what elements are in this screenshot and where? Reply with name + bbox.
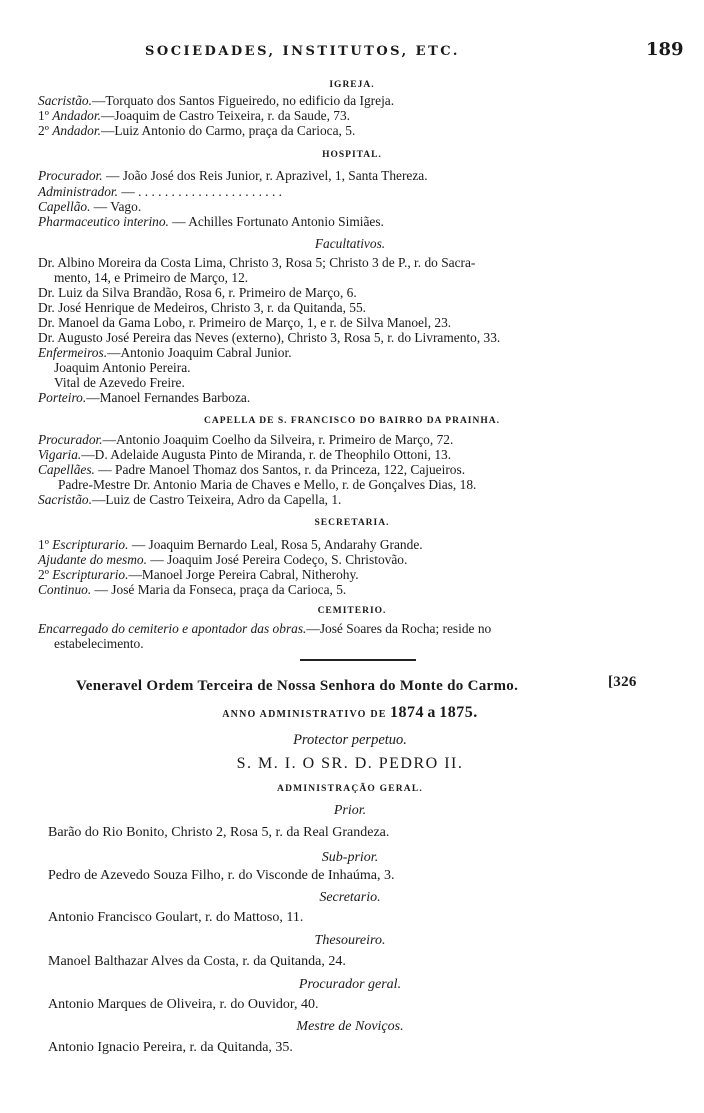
section-heading-cemiterio: CEMITERIO.: [317, 606, 387, 616]
capella-line: Padre-Mestre Dr. Antonio Maria de Chaves e Mello, r. de Gonçalves Dias, 18.: [58, 477, 477, 492]
officer-role: Secretario.: [319, 890, 381, 905]
secretaria-line: Ajudante do mesmo. — Joaquim José Pereira Codeço, S. Christovão.: [38, 552, 408, 567]
officer-name: Manoel Balthazar Alves da Costa, r. da Quitanda, 24.: [48, 954, 346, 969]
ordem-title: Veneravel Ordem Terceira de Nossa Senhora do Monte do Carmo.: [76, 678, 519, 694]
facultativo-line: Dr. Manoel da Gama Lobo, r. Primeiro de Março, 1, e r. de Silva Manoel, 23.: [38, 315, 452, 330]
secretaria-line: Continuo. — José Maria da Fonseca, praça da Carioca, 5.: [38, 582, 347, 597]
officer-role: Thesoureiro.: [314, 933, 386, 948]
capella-line: Capellães. — Padre Manoel Thomaz dos Santos, r. da Princeza, 122, Cajueiros.: [38, 462, 466, 477]
protector-name: S. M. I. O SR. D. PEDRO II.: [236, 755, 464, 772]
capella-line: Vigaria.—D. Adelaide Augusta Pinto de Miranda, r. de Theophilo Ottoni, 13.: [38, 447, 452, 462]
hospital-line: Pharmaceutico interino. — Achilles Fortunato Antonio Simiães.: [38, 214, 384, 229]
hospital-line: Administrador. — . . . . . . . . . . . . . . . . . . . . . .: [38, 184, 283, 199]
secretaria-line: 1º Escripturario. — Joaquim Bernardo Leal, Rosa 5, Andarahy Grande.: [38, 537, 423, 552]
page-number: 189: [646, 39, 684, 60]
anno-line: ANNO ADMINISTRATIVO DE 1874 a 1875.: [222, 704, 478, 721]
facultativo-line: Dr. Albino Moreira da Costa Lima, Christo 3, Rosa 5; Christo 3 de P., r. do Sacra-: [38, 255, 476, 270]
section-divider: [300, 659, 416, 661]
admin-heading: ADMINISTRAÇÃO GERAL.: [277, 784, 423, 794]
cemiterio-line: Encarregado do cemiterio e apontador das obras.—José Soares da Rocha; reside no: [38, 621, 492, 636]
facultativo-line: Dr. Augusto José Pereira das Neves (externo), Christo 3, Rosa 5, r. do Livramento, 33.: [38, 330, 501, 345]
running-header: SOCIEDADES, INSTITUTOS, ETC.: [145, 44, 460, 59]
officer-role: Procurador geral.: [298, 977, 402, 992]
hospital-line: Procurador. — João José dos Reis Junior, r. Aprazivel, 1, Santa Thereza.: [38, 168, 428, 183]
enfermeiros-line: Enfermeiros.—Antonio Joaquim Cabral Junior.: [38, 345, 292, 360]
facultativo-line: Dr. José Henrique de Medeiros, Christo 3, r. da Quitanda, 55.: [38, 300, 367, 315]
hospital-line: Capellão. — Vago.: [38, 199, 142, 214]
igreja-line: 2º Andador.—Luiz Antonio do Carmo, praça da Carioca, 5.: [38, 123, 356, 138]
cemiterio-line: estabelecimento.: [54, 636, 144, 651]
officer-role: Prior.: [333, 803, 367, 818]
igreja-line: 1º Andador.—Joaquim de Castro Teixeira, r. da Saude, 73.: [38, 108, 351, 123]
section-heading-igreja: IGREJA.: [329, 80, 375, 90]
facultativos-heading: Facultativos.: [314, 236, 386, 251]
enfermeiros-line: Joaquim Antonio Pereira.: [54, 360, 191, 375]
capella-line: Sacristão.—Luiz de Castro Teixeira, Adro da Capella, 1.: [38, 492, 342, 507]
enfermeiros-line: Vital de Azevedo Freire.: [54, 375, 185, 390]
officer-role: Mestre de Noviços.: [296, 1019, 404, 1034]
section-heading-secretaria: SECRETARIA.: [314, 518, 390, 528]
facultativo-line: mento, 14, e Primeiro de Março, 12.: [54, 270, 249, 285]
officer-name: Antonio Marques de Oliveira, r. do Ouvidor, 40.: [48, 997, 319, 1012]
porteiro-line: Porteiro.—Manoel Fernandes Barboza.: [38, 390, 251, 405]
section-heading-capella: CAPELLA DE S. FRANCISCO DO BAIRRO DA PRAINHA.: [204, 416, 500, 426]
officer-name: Antonio Francisco Goulart, r. do Mattoso, 11.: [48, 910, 304, 925]
ordem-ref: [326: [608, 674, 637, 690]
section-heading-hospital: HOSPITAL.: [322, 150, 382, 160]
facultativo-line: Dr. Luiz da Silva Brandão, Rosa 6, r. Primeiro de Março, 6.: [38, 285, 357, 300]
officer-role: Sub-prior.: [321, 850, 379, 865]
officer-name: Barão do Rio Bonito, Christo 2, Rosa 5, r. da Real Grandeza.: [48, 825, 390, 840]
protector-label: Protector perpetuo.: [293, 732, 407, 748]
officer-name: Pedro de Azevedo Souza Filho, r. do Visconde de Inhaúma, 3.: [48, 868, 395, 883]
igreja-line: Sacristão.—Torquato dos Santos Figueiredo, no edificio da Igreja.: [38, 93, 395, 108]
officer-name: Antonio Ignacio Pereira, r. da Quitanda, 35.: [48, 1040, 293, 1055]
capella-line: Procurador.—Antonio Joaquim Coelho da Silveira, r. Primeiro de Março, 72.: [38, 432, 454, 447]
secretaria-line: 2º Escripturario.—Manoel Jorge Pereira Cabral, Nitherohy.: [38, 567, 359, 582]
